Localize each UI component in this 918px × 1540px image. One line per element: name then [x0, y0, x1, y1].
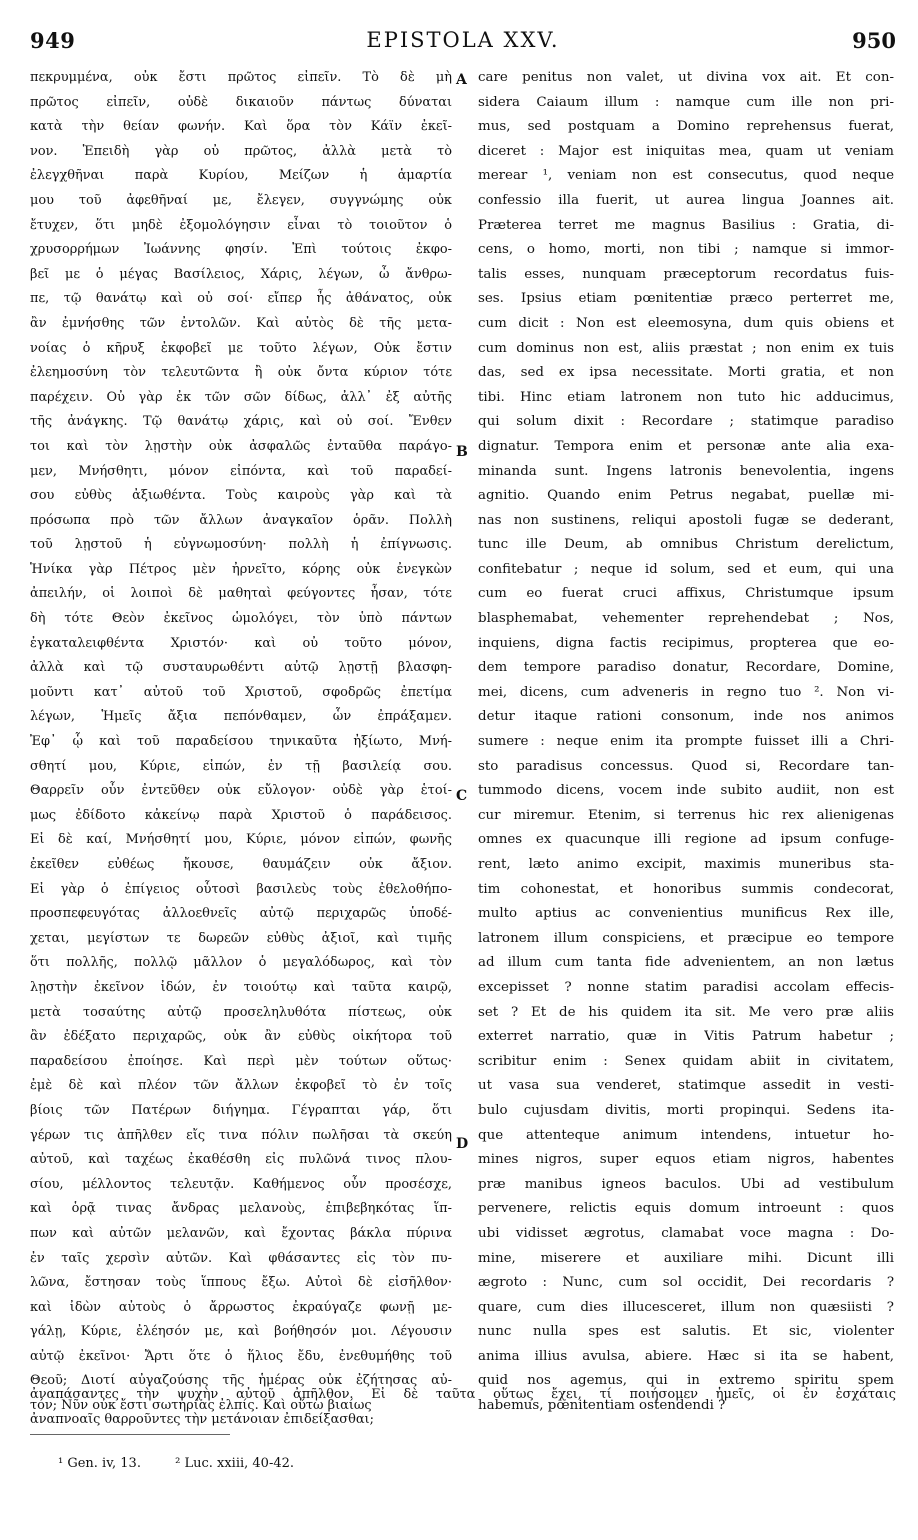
greek-text-line: παρέχειν. Οὐ γὰρ ἐκ τῶν σῶν δίδως, ἀλλ᾽ ἐξ αὐτῆς [30, 389, 452, 405]
greek-text-line: ἐλεημοσύνη τὸν τελευτῶντα ἢ οὐκ ὄντα κύριον τότε [30, 365, 452, 381]
greek-text-line: τόν; Νῦν οὐκ ἔστι σωτηρίας ἐλπίς. Καὶ οὕτω βιαίως [30, 1398, 372, 1414]
latin-text-line: ses. Ipsius etiam pœnitentiæ præco perterret me, [478, 291, 894, 307]
greek-text-line: κατὰ τὴν θείαν φωνήν. Καὶ ὅρα τὸν Κάϊν ἐκεῖ- [30, 119, 452, 135]
latin-text-line: inquiens, digna factis recipimus, propterea que eo- [478, 635, 894, 651]
greek-text-line: πε, τῷ θανάτῳ καὶ οὐ σοί· εἴπερ ἦς ἀθάνατος, οὐκ [30, 291, 452, 307]
latin-text-line: qui solum dixit : Recordare ; statimque paradiso [478, 414, 894, 430]
latin-text-line: omnes ex quacunque illi regione ad ipsum confuge- [478, 832, 894, 848]
greek-text-line: σίου, μέλλοντος τελευτᾷν. Καθήμενος οὖν προσέσχε, [30, 1176, 452, 1192]
latin-text-line: nas non sustinens, reliqui apostoli fugæ se dederant, [478, 512, 894, 528]
latin-text-line: cum dicit : Non est eleemosyna, dum quis obiens et [478, 315, 894, 331]
greek-text-line: μως ἐδίδοτο κἀκείνῳ παρὰ Χριστοῦ ὁ παράδεισος. [30, 807, 452, 823]
latin-text-line: sto paradisus concessus. Quod si, Recordare tan- [478, 758, 894, 774]
latin-text-line: mei, dicens, cum adveneris in regno tuo ². Non vi- [478, 684, 894, 700]
greek-text-line: νοίας ὁ κῆρυξ ἐκφοβεῖ με τοῦτο λέγων, Οὐκ ἔστιν [30, 340, 452, 356]
greek-text-line: ἔτυχεν, ὅτι μηδὲ ἐξομολόγησιν εἶναι τὸ τοιοῦτον ὁ [30, 217, 452, 233]
greek-text-line: μοῦντι κατ᾽ αὐτοῦ τοῦ Χριστοῦ, σφοδρῶς ἐπετίμα [30, 684, 452, 700]
greek-text-line: ἐλεγχθῆναι παρὰ Κυρίου, Μείζων ἡ ἁμαρτία [30, 168, 452, 184]
latin-text-line: ægroto : Nunc, cum sol occidit, Dei recordaris ? [478, 1275, 894, 1291]
page-number-right: 950 [852, 28, 896, 53]
latin-text-line: quid nos agemus, qui in extremo spiritu spem [478, 1373, 894, 1389]
latin-text-line: tim cohonestat, et honoribus summis condecorat, [478, 881, 894, 897]
latin-text-line: cum dominus non est, aliis præstat ; non enim ex tuis [478, 340, 894, 356]
latin-text-line: Præterea terret me magnus Basilius : Gratia, di- [478, 217, 894, 233]
greek-text-line: ἂν ἐμνήσθης τῶν ἐντολῶν. Καὶ αὐτὸς δὲ τῆς μετα- [30, 315, 452, 331]
latin-text-line: sidera Caiaum illum : namque cum ille non pri- [478, 94, 894, 110]
latin-text-line: mines nigros, super equos etiam nigros, habentes [478, 1152, 894, 1168]
footnote-2: ² Luc. xxiii, 40-42. [175, 1456, 295, 1471]
greek-text-line: νον. Ἐπειδὴ γὰρ οὐ πρῶτος, ἀλλὰ μετὰ τὸ [30, 143, 452, 159]
greek-text-line: Εἰ γὰρ ὁ ἐπίγειος οὗτοσὶ βασιλεὺς τοὺς ἐθελοθήπο- [30, 881, 452, 897]
latin-text-line: das, sed ex ipsa necessitate. Morti gratia, et non [478, 365, 894, 381]
greek-text-line: πρῶτος εἰπεῖν, οὐδὲ δικαιοῦν πάντως δύναται [30, 94, 452, 110]
latin-text-line: bulo cujusdam divitis, morti propinqui. Sedens ita- [478, 1102, 894, 1118]
greek-text-line: Εἰ δὲ καί, Μνήσθητί μου, Κύριε, μόνον εἰπών, φωνῆς [30, 832, 452, 848]
footnote-rule [30, 1434, 230, 1435]
latin-text-line: sumere : neque enim ita prompte fuisset illi a Chri- [478, 734, 894, 750]
latin-text-line: minanda sunt. Ingens latronis benevolentia, ingens [478, 463, 894, 479]
greek-continuation-line: ἀναπνοαῖς θαρροῦντες τὴν μετάνοιαν ἐπιδείξασθαι; [30, 1411, 374, 1427]
greek-text-line: ἐκεῖθεν εὐθέως ἤκουσε, θαυμάζειν οὐκ ἄξιον. [30, 857, 452, 872]
latin-text-line: exterret narratio, quæ in Vitis Patrum habetur ; [478, 1029, 894, 1045]
latin-text-line: anima illius avulsa, abiere. Hæc si ita se habent, [478, 1348, 894, 1364]
greek-text-line: ἐμὲ δὲ καὶ πλέον τῶν ἄλλων ἐκφοβεῖ τὸ ἐν τοῖς [30, 1078, 452, 1094]
greek-text-line: τοι καὶ τὸν λῃστὴν οὐκ ἀσφαλῶς ἐνταῦθα παράγο- [30, 438, 452, 454]
greek-text-line: ἐγκαταλειφθέντα Χριστόν· καὶ οὐ τοῦτο μόνον, [30, 635, 452, 651]
greek-text-line: μετὰ τοσαύτης αὐτῷ προσεληλυθότα πίστεως, οὐκ [30, 1004, 452, 1020]
greek-text-line: μεν, Μνήσθητι, μόνον εἰπόντα, καὶ τοῦ παραδεί- [30, 463, 452, 479]
greek-continuation-line: ἀναπάσαντες τὴν ψυχὴν αὐτοῦ ἀπῆλθον. Εἰ δὲ ταῦτα οὕτως ἔχει, τί ποιήσομεν ἡμεῖς, οἱ ἐν ἐσχάταις [30, 1387, 896, 1402]
latin-text-line: diceret : Major est iniquitas mea, quam ut veniam [478, 143, 894, 159]
greek-text-line: ἀλλὰ καὶ τῷ συσταυρωθέντι αὐτῷ λῃστῇ βλασφη- [30, 660, 452, 676]
greek-text-line: ὅτι πολλῆς, πολλῷ μᾶλλον ὁ μεγαλόδωρος, καὶ τὸν [30, 955, 452, 971]
latin-text-line: tunc ille Deum, ab omnibus Christum derelictum, [478, 537, 894, 553]
latin-text-line: confitebatur ; neque id solum, sed et eum, qui una [478, 561, 894, 577]
latin-text-line: latronem illum conspiciens, et præcipue eo tempore [478, 930, 894, 946]
greek-text-line: αὐτῷ ἐκεῖνοι· Ἄρτι ὅτε ὁ ἥλιος ἔδυ, ἐνεθυμήθης τοῦ [30, 1348, 452, 1364]
latin-text-line: scribitur enim : Senex quidam abiit in civitatem, [478, 1053, 894, 1069]
greek-text-line: πεκρυμμένα, οὐκ ἔστι πρῶτος εἰπεῖν. Τὸ δὲ μὴ [30, 70, 452, 85]
latin-text-line: confessio illa fuerit, ut aurea lingua Joannes ait. [478, 192, 894, 208]
latin-text-line: blasphemabat, vehementer reprehendebat ; Nos, [478, 611, 894, 627]
greek-text-line: καὶ ἰδὼν αὐτοὺς ὁ ἄρρωστος ἐκραύγαζε φωνῇ με- [30, 1299, 452, 1315]
latin-text-line: detur itaque rationi consonum, inde nos animos [478, 709, 894, 725]
greek-text-line: τῆς ἀνάγκης. Τῷ θανάτῳ χάρις, καὶ οὐ σοί. Ἔνθεν [30, 414, 452, 430]
page-header [30, 28, 896, 62]
greek-text-line: γέρων τις ἀπῆλθεν εἴς τινα πόλιν πωλῆσαι τὰ σκεύη [30, 1127, 452, 1143]
latin-text-line: tibi. Hinc etiam latronem non tuto hic adducimus, [478, 389, 894, 405]
greek-column [30, 66, 452, 1419]
greek-text-line: Ἡνίκα γὰρ Πέτρος μὲν ἠρνεῖτο, κόρης οὐκ ἐνεγκὼν [30, 561, 452, 577]
greek-text-line: πρόσωπα πρὸ τῶν ἄλλων ἀναγκαῖον ὁρᾶν. Πολλὴ [30, 512, 452, 528]
latin-text-line: habemus, pœnitentiam ostendendi ? [478, 1398, 726, 1414]
latin-text-line: ad illum cum tanta fide advenientem, an non lætus [478, 955, 894, 971]
latin-text-line: agnitio. Quando enim Petrus negabat, puellæ mi- [478, 488, 894, 504]
latin-text-line: multo aptius ac convenientius munificus Rex ille, [478, 906, 894, 922]
latin-text-line: que attenteque animum intendens, intuetur ho- [478, 1127, 894, 1143]
greek-text-line: προσπεφευγότας ἀλλοεθνεῖς αὐτῷ περιχαρῶς ὑποδέ- [30, 906, 452, 922]
latin-text-line: ut vasa sua venderet, statimque assedit in vesti- [478, 1078, 894, 1094]
greek-text-line: βίοις τῶν Πατέρων διήγημα. Γέγραπται γάρ, ὅτι [30, 1102, 452, 1118]
greek-text-line: βεῖ με ὁ μέγας Βασίλειος, Χάρις, λέγων, ὦ ἄνθρω- [30, 266, 452, 282]
greek-text-line: σου εὐθὺς ἀξιωθέντα. Τοὺς καιροὺς γὰρ καὶ τὰ [30, 488, 452, 504]
latin-text-line: excepisset ? nonne statim paradisi accolam effecis- [478, 979, 894, 995]
latin-text-line: cens, o homo, morti, non tibi ; namque si immor- [478, 242, 894, 258]
greek-text-line: δὴ τότε Θεὸν ἐκεῖνος ὡμολόγει, τὸν ὑπὸ πάντων [30, 611, 452, 627]
footnote-1: ¹ Gen. iv, 13. [58, 1456, 141, 1471]
greek-text-line: ἀπειλήν, οἱ λοιποὶ δὲ μαθηταὶ φεύγοντες ἦσαν, τότε [30, 586, 452, 602]
latin-text-line: quare, cum dies illucesceret, illum non quæsiisti ? [478, 1299, 894, 1315]
latin-text-line: dignatur. Tempora enim et personæ ante alia exa- [478, 438, 894, 454]
page-number-left: 949 [30, 28, 76, 53]
greek-text-line: γάλῃ, Κύριε, ἐλέησόν με, καὶ βοήθησόν μοι. Λέγουσιν [30, 1324, 452, 1340]
greek-text-line: Θαρρεῖν οὖν ἐντεῦθεν οὐκ εὔλογον· οὐδὲ γὰρ ἑτοί- [30, 783, 452, 799]
section-marker-a: A [456, 72, 467, 88]
latin-text-line: care penitus non valet, ut divina vox ait. Et con- [478, 70, 894, 85]
latin-column [478, 66, 894, 1419]
greek-text-line: παραδείσου ἐποίησε. Καὶ περὶ μὲν τούτων οὕτως· [30, 1053, 452, 1069]
latin-text-line: tummodo dicens, vocem inde subito audiit, non est [478, 783, 894, 799]
greek-text-line: ἐν ταῖς χερσὶν αὐτῶν. Καὶ φθάσαντες εἰς τὸν πυ- [30, 1250, 452, 1266]
footnotes [58, 1456, 324, 1471]
latin-text-line: ubi vidisset ægrotus, clamabat voce magna : Do- [478, 1225, 894, 1241]
latin-text-line: set ? Et de his quidem ita sit. Me vero præ aliis [478, 1004, 894, 1020]
latin-text-line: nunc nulla spes est salutis. Et sic, violenter [478, 1324, 894, 1340]
greek-text-line: χεται, μεγίστων τε δωρεῶν εὐθὺς ἀξιοῖ, καὶ τιμῆς [30, 930, 452, 946]
latin-text-line: cum eo fuerat cruci affixus, Christumque ipsum [478, 586, 894, 602]
greek-text-line: καὶ ὁρᾷ τινας ἄνδρας μελανοὺς, ἐπιβεβηκότας ἵπ- [30, 1201, 452, 1217]
running-title: EPISTOLA XXV. [366, 28, 560, 52]
greek-text-line: αὐτοῦ, καὶ ταχέως ἐκαθέσθη εἰς πυλῶνά τινος πλου- [30, 1152, 452, 1168]
latin-text-line: pervenere, relictis equis domum introeunt : quos [478, 1201, 894, 1217]
section-marker-b: B [456, 444, 468, 460]
greek-text-line: μου τοῦ ἀφεθῆναί με, ἔλεγεν, συγγνώμης οὐκ [30, 192, 452, 208]
section-marker-c: C [456, 788, 468, 804]
latin-text-line: cur miremur. Etenim, si terrenus hic rex alienigenas [478, 807, 894, 823]
section-marker-d: D [456, 1136, 469, 1152]
latin-text-line: præ manibus igneos baculos. Ubi ad vestibulum [478, 1176, 894, 1192]
greek-text-line: λέγων, Ἡμεῖς ἄξια πεπόνθαμεν, ὧν ἐπράξαμεν. [30, 709, 452, 725]
greek-text-line: ἂν ἐδέξατο περιχαρῶς, οὐκ ἂν εὐθὺς οἰκήτορα τοῦ [30, 1029, 452, 1045]
full-width-continuation [30, 1383, 896, 1432]
greek-text-line: σθητί μου, Κύριε, εἰπών, ἐν τῇ βασιλείᾳ σου. [30, 758, 452, 774]
latin-text-line: mine, miserere et auxiliare mihi. Dicunt illi [478, 1250, 894, 1266]
greek-text-line: λῃστὴν ἐκεῖνον ἰδών, ἐν τοιούτῳ καὶ ταῦτα καιρῷ, [30, 979, 452, 995]
greek-text-line: πων καὶ αὐτῶν μελανῶν, καὶ ἔχοντας βάκλα πύρινα [30, 1225, 452, 1241]
greek-text-line: λῶνα, ἔστησαν τοὺς ἵππους ἔξω. Αὐτοὶ δὲ εἰσῆλθον· [30, 1275, 452, 1291]
greek-text-line: Ἐφ᾽ ᾧ καὶ τοῦ παραδείσου τηνικαῦτα ἠξίωτο, Μνή- [30, 734, 452, 750]
latin-text-line: mus, sed postquam a Domino reprehensus fuerat, [478, 119, 894, 135]
greek-text-line: τοῦ λῃστοῦ ἡ εὐγνωμοσύνη· πολλὴ ἡ ἐπίγνωσις. [30, 537, 452, 553]
greek-text-line: χρυσορρήμων Ἰωάννης φησίν. Ἐπὶ τούτοις ἐκφο- [30, 242, 452, 258]
latin-text-line: merear ¹, veniam non est consecutus, quod neque [478, 168, 894, 184]
greek-text-line: Θεοῦ; Διοτί αὐγαζούσης τῆς ἡμέρας οὐκ ἐζήτησας αὐ- [30, 1373, 452, 1389]
latin-text-line: dem tempore paradiso donatur, Recordare, Domine, [478, 660, 894, 676]
latin-text-line: rent, læto animo excipit, maximis muneribus sta- [478, 857, 894, 872]
latin-text-line: talis esses, nunquam præceptorum recordatus fuis- [478, 266, 894, 282]
